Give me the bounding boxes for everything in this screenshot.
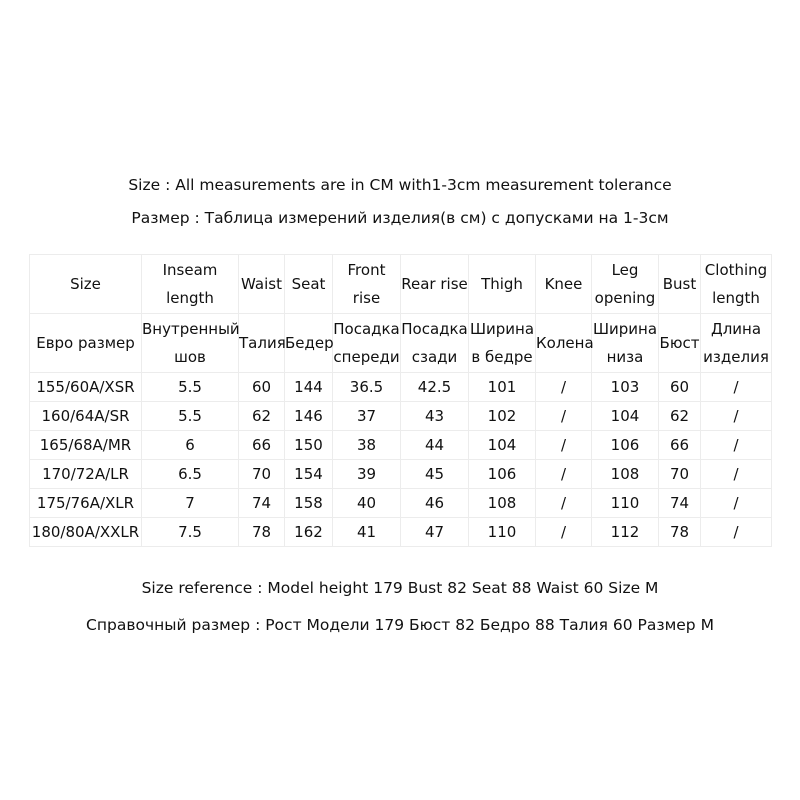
header-text: Knee — [544, 275, 583, 293]
header-text: Bust — [662, 275, 697, 293]
intro-line-en: Size : All measurements are in CM with1-3cm measurement tolerance — [128, 176, 672, 194]
table-cell: 78 — [239, 518, 285, 547]
table-cell: / — [701, 460, 772, 489]
table-cell: / — [536, 373, 592, 402]
header-text: length — [166, 289, 214, 307]
header-text: Leg — [611, 261, 639, 279]
header-cell — [239, 314, 285, 373]
table-cell: / — [536, 460, 592, 489]
header-cell — [701, 314, 772, 373]
header-row-en — [30, 255, 772, 314]
table-cell: 170/72A/LR — [30, 460, 142, 489]
table-cell: / — [701, 431, 772, 460]
table-cell: 5.5 — [142, 373, 239, 402]
header-text: Rear rise — [401, 275, 468, 293]
header-row-ru — [30, 314, 772, 373]
table-cell: 74 — [239, 489, 285, 518]
table-cell: 104 — [592, 402, 659, 431]
header-text: Ширина — [469, 320, 535, 338]
table-cell: 66 — [239, 431, 285, 460]
table-cell: / — [701, 489, 772, 518]
header-cell — [659, 255, 701, 314]
header-text: Длина — [710, 320, 762, 338]
table-cell: 160/64A/SR — [30, 402, 142, 431]
table-cell: 44 — [401, 431, 469, 460]
table-cell: 47 — [401, 518, 469, 547]
header-text: сзади — [411, 348, 458, 366]
header-text: Посадка — [333, 320, 400, 338]
header-text: Ширина — [592, 320, 658, 338]
table-cell: 36.5 — [333, 373, 401, 402]
table-cell: / — [536, 431, 592, 460]
header-cell — [30, 255, 142, 314]
header-cell — [239, 255, 285, 314]
header-text: Внутренный — [142, 320, 240, 338]
header-cell — [592, 255, 659, 314]
header-text: Талия — [239, 334, 286, 352]
table-cell: 7 — [142, 489, 239, 518]
header-text: length — [712, 289, 760, 307]
table-cell: 106 — [592, 431, 659, 460]
header-cell — [333, 314, 401, 373]
table-cell: 144 — [285, 373, 333, 402]
size-reference-ru: Справочный размер : Рост Модели 179 Бюст 82 Бедро 88 Талия 60 Размер M — [86, 616, 714, 634]
table-cell: / — [536, 489, 592, 518]
table-row — [30, 518, 772, 547]
header-text: Front — [347, 261, 386, 279]
size-reference-en: Size reference : Model height 179 Bust 82 Seat 88 Waist 60 Size M — [141, 579, 659, 597]
table-cell: 101 — [469, 373, 536, 402]
header-text: Inseam — [162, 261, 218, 279]
header-text: Евро размер — [36, 334, 135, 352]
table-cell: 66 — [659, 431, 701, 460]
table-cell: 180/80A/XXLR — [30, 518, 142, 547]
table-row — [30, 373, 772, 402]
table-cell: / — [536, 402, 592, 431]
table-cell: 150 — [285, 431, 333, 460]
header-text: шов — [174, 348, 206, 366]
table-cell: 155/60A/XSR — [30, 373, 142, 402]
header-cell — [701, 255, 772, 314]
table-cell: 78 — [659, 518, 701, 547]
table-cell: 45 — [401, 460, 469, 489]
table-cell: 146 — [285, 402, 333, 431]
table-cell: 6 — [142, 431, 239, 460]
header-cell — [401, 314, 469, 373]
header-text: Size — [70, 275, 101, 293]
table-cell: 112 — [592, 518, 659, 547]
header-text: Thigh — [481, 275, 523, 293]
header-text: низа — [606, 348, 644, 366]
header-text: Колена — [536, 334, 594, 352]
table-cell: 108 — [592, 460, 659, 489]
header-text: изделия — [703, 348, 769, 366]
header-text: Seat — [291, 275, 326, 293]
table-row — [30, 489, 772, 518]
table-cell: 103 — [592, 373, 659, 402]
header-text: Бедер — [285, 334, 334, 352]
table-cell: 62 — [239, 402, 285, 431]
table-cell: 42.5 — [401, 373, 469, 402]
table-cell: 108 — [469, 489, 536, 518]
header-cell — [469, 314, 536, 373]
header-cell — [142, 314, 239, 373]
header-cell — [30, 314, 142, 373]
header-text: спереди — [333, 348, 400, 366]
table-cell: 39 — [333, 460, 401, 489]
intro-line-ru: Размер : Таблица измерений изделия(в см) с допусками на 1-3см — [131, 209, 669, 227]
table-cell: 106 — [469, 460, 536, 489]
table-cell: 165/68A/MR — [30, 431, 142, 460]
table-cell: 158 — [285, 489, 333, 518]
header-cell — [592, 314, 659, 373]
table-row — [30, 460, 772, 489]
header-cell — [285, 255, 333, 314]
table-cell: / — [701, 402, 772, 431]
table-cell: 70 — [659, 460, 701, 489]
table-cell: 46 — [401, 489, 469, 518]
table-row — [30, 431, 772, 460]
table-cell: 40 — [333, 489, 401, 518]
table-row — [30, 402, 772, 431]
table-cell: 110 — [469, 518, 536, 547]
table-cell: 60 — [659, 373, 701, 402]
table-cell: 6.5 — [142, 460, 239, 489]
table-cell: 110 — [592, 489, 659, 518]
size-chart-table — [29, 254, 772, 547]
header-cell — [285, 314, 333, 373]
header-cell — [142, 255, 239, 314]
table-cell: 62 — [659, 402, 701, 431]
table-cell: 5.5 — [142, 402, 239, 431]
header-text: Clothing — [704, 261, 768, 279]
table-cell: 60 — [239, 373, 285, 402]
header-cell — [401, 255, 469, 314]
header-text: opening — [594, 289, 656, 307]
size-chart-body — [30, 255, 772, 547]
table-cell: 7.5 — [142, 518, 239, 547]
table-cell: 104 — [469, 431, 536, 460]
header-cell — [469, 255, 536, 314]
table-cell: 74 — [659, 489, 701, 518]
table-cell: / — [536, 518, 592, 547]
header-cell — [659, 314, 701, 373]
table-cell: 175/76A/XLR — [30, 489, 142, 518]
header-text: в бедре — [471, 348, 533, 366]
table-cell: 102 — [469, 402, 536, 431]
header-cell — [333, 255, 401, 314]
table-cell: / — [701, 518, 772, 547]
header-cell — [536, 314, 592, 373]
table-cell: 70 — [239, 460, 285, 489]
table-cell: 37 — [333, 402, 401, 431]
header-text: Waist — [241, 275, 282, 293]
header-cell — [536, 255, 592, 314]
header-text: rise — [352, 289, 381, 307]
header-text: Бюст — [659, 334, 700, 352]
table-cell: 154 — [285, 460, 333, 489]
table-cell: 38 — [333, 431, 401, 460]
header-text: Посадка — [401, 320, 468, 338]
table-cell: 43 — [401, 402, 469, 431]
table-cell: 162 — [285, 518, 333, 547]
table-cell: 41 — [333, 518, 401, 547]
table-cell: / — [701, 373, 772, 402]
